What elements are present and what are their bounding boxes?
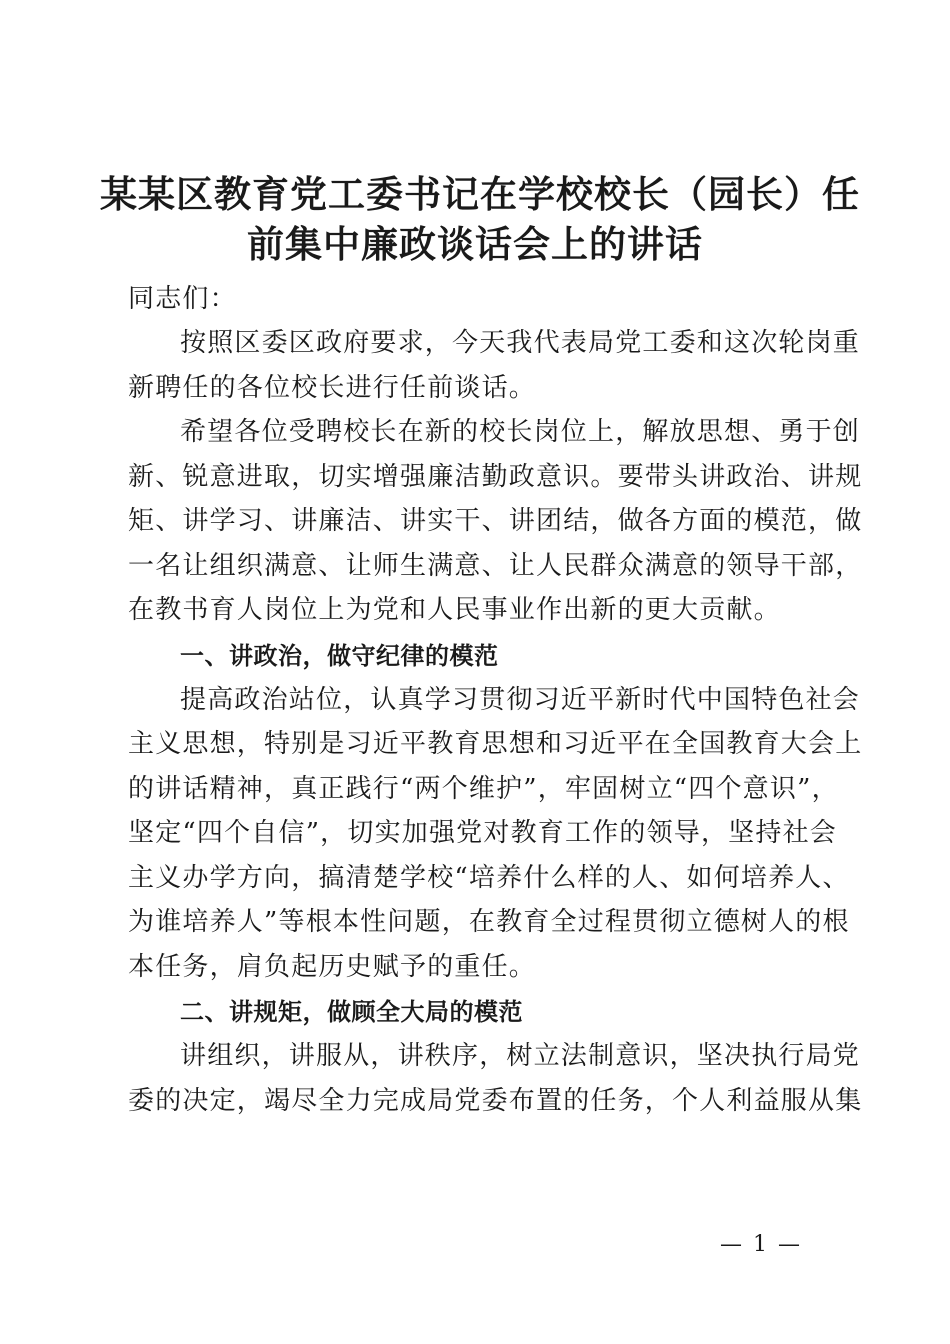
section-heading-1: 一、讲政治，做守纪律的模范 [180, 642, 499, 670]
paragraph-line: 本任务，肩负起历史赋予的重任。 [128, 952, 537, 982]
document-title-line-1: 某某区教育党工委书记在学校校长（园长）任 [100, 172, 860, 216]
paragraph-line: 为谁培养人”等根本性问题，在教育全过程贯彻立德树人的根 [128, 907, 850, 937]
salutation: 同志们： [128, 284, 237, 314]
section-heading-2: 二、讲规矩，做顾全大局的模范 [180, 998, 523, 1026]
paragraph-line: 按照区委区政府要求，今天我代表局党工委和这次轮岗重 [180, 328, 861, 358]
paragraph-line: 主义办学方向，搞清楚学校“培养什么样的人、如何培养人、 [128, 863, 850, 893]
paragraph-line: 委的决定，竭尽全力完成局党委布置的任务，个人利益服从集 [128, 1086, 863, 1116]
paragraph-line: 新、锐意进取，切实增强廉洁勤政意识。要带头讲政治、讲规 [128, 462, 863, 492]
paragraph-line: 坚定“四个自信”，切实加强党对教育工作的领导，坚持社会 [128, 818, 837, 848]
paragraph-line: 在教书育人岗位上为党和人民事业作出新的更大贡献。 [128, 595, 781, 625]
paragraph-line: 讲组织，讲服从，讲秩序，树立法制意识，坚决执行局党 [180, 1041, 861, 1071]
paragraph-line: 一名让组织满意、让师生满意、让人民群众满意的领导干部， [128, 551, 863, 581]
paragraph-line: 的讲话精神，真正践行“两个维护”，牢固树立“四个意识”， [128, 774, 839, 804]
paragraph-line: 新聘任的各位校长进行任前谈话。 [128, 373, 537, 403]
document-title-line-2: 前集中廉政谈话会上的讲话 [247, 222, 703, 266]
page-number: — 1 — [720, 1232, 802, 1257]
paragraph-line: 提高政治站位，认真学习贯彻习近平新时代中国特色社会 [180, 685, 861, 715]
paragraph-line: 矩、讲学习、讲廉洁、讲实干、讲团结，做各方面的模范，做 [128, 506, 863, 536]
paragraph-line: 希望各位受聘校长在新的校长岗位上，解放思想、勇于创 [180, 417, 861, 447]
paragraph-line: 主义思想，特别是习近平教育思想和习近平在全国教育大会上 [128, 729, 863, 759]
